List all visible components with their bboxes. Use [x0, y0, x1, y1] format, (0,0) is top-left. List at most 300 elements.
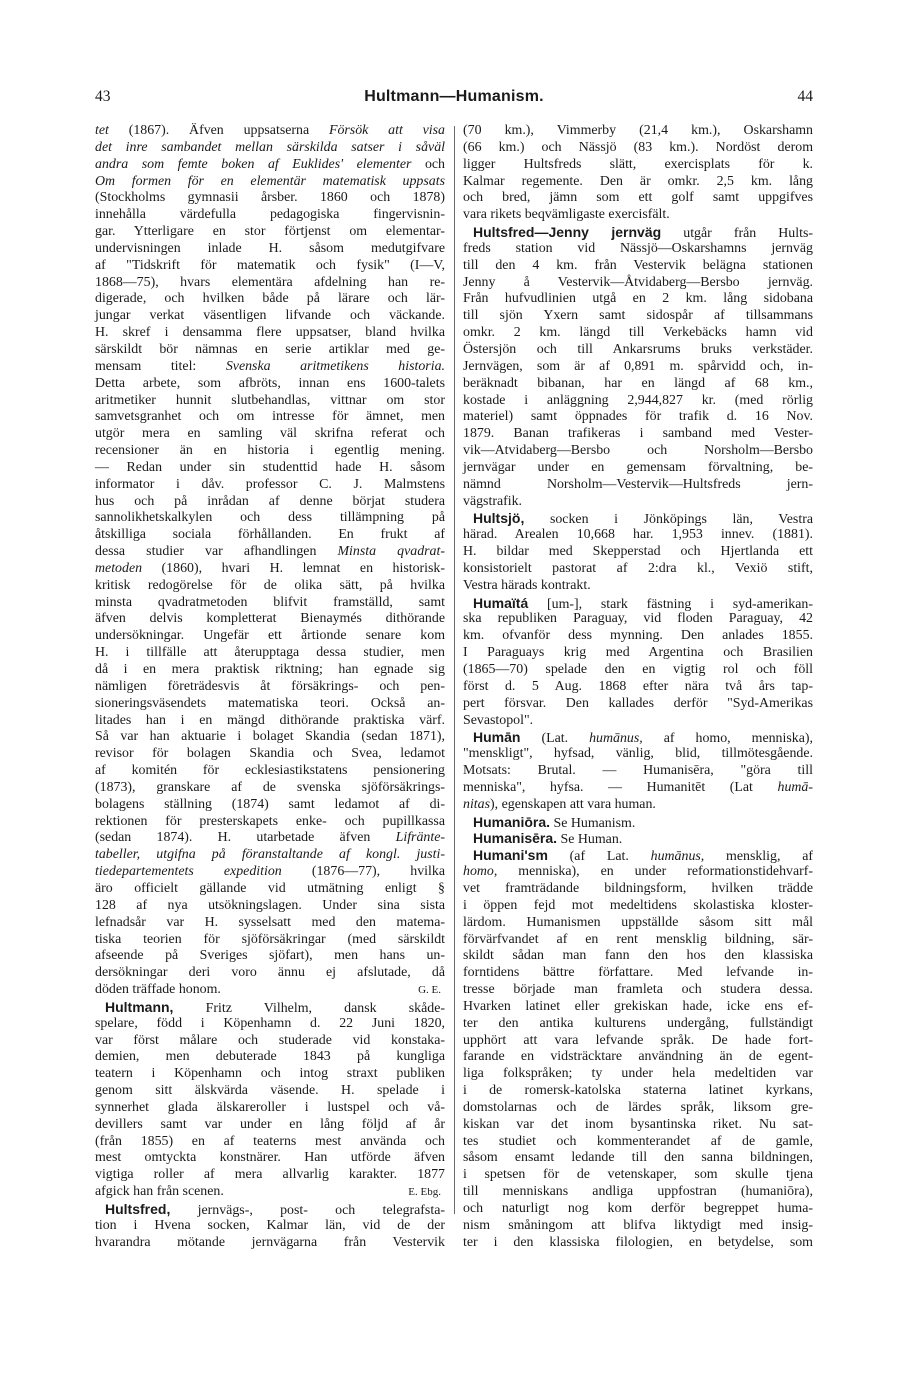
body-text: tiska teorien för sjöförsäkringar (med särskildt [95, 931, 445, 947]
body-text: liga folkspråken; ty under hela medeltiden var [463, 1066, 813, 1082]
italic-text: Om formen för en elementär matematisk uppsats [95, 173, 445, 189]
body-text: Hultsfreds slätt, exercisplats för k. [523, 156, 814, 172]
text-line [463, 494, 813, 511]
text-line [463, 308, 813, 325]
text-line [95, 207, 445, 224]
body-text: i spetsen för de vetenskaper, som skulle tjena [463, 1167, 813, 1183]
text-line [463, 561, 813, 578]
body-text: dessa studier var afhandlingen [95, 544, 338, 560]
body-text: utgår från Hults- [661, 226, 813, 242]
text-line [463, 999, 813, 1016]
text-line [95, 915, 445, 932]
entry-headword: Humanisēra. [473, 830, 558, 847]
text-line [463, 881, 813, 898]
page-number-right: 44 [797, 88, 813, 105]
entry-headword: Hultsfred—Jenny jernväg [473, 224, 662, 241]
italic-text: tiedepartementets expedition [95, 864, 282, 880]
text-line [463, 123, 813, 140]
body-text: Så var han aktuarie i bolaget Skandia (sedan 1871), [95, 729, 445, 745]
body-text: minsta qvadratmetoden blifvit framställd, samt [95, 594, 445, 610]
body-text: 1868—75), hvars elementära afdelning han re- [95, 274, 445, 290]
text-line [463, 393, 813, 410]
text-line [95, 291, 445, 308]
body-text: upphört att vara lefvande språk. De hade fort- [463, 1032, 813, 1048]
body-text: tresse började man framleta och studera dessa. [463, 982, 813, 998]
text-line [463, 948, 813, 965]
text-line [95, 1049, 445, 1066]
text-line [95, 477, 445, 494]
text-line [463, 359, 813, 376]
body-text: af komitén för ecklesiastikstatens pensionering [95, 763, 445, 779]
text-line [95, 460, 445, 477]
body-text: nism småningom att blifva liktydigt med insig- [463, 1217, 813, 1233]
body-text: (66 km.) och Nässjö (83 km.). Nordöst derom [463, 139, 813, 155]
body-text: (1876—77), hvilka [281, 864, 445, 880]
author-signature: G. E. [418, 984, 441, 997]
italic-text: humā- [777, 779, 813, 795]
text-line [463, 1066, 813, 1083]
body-text: Se Human. [557, 832, 623, 848]
text-line [95, 494, 445, 511]
body-text: ter den antika kulturens undergång, fullständigt [463, 1015, 813, 1031]
text-line [463, 1049, 813, 1066]
text-line [463, 325, 813, 342]
text-line [95, 123, 445, 140]
body-text: jernvägar under en gemensam förvaltning, be- [463, 459, 813, 475]
page-header [95, 88, 813, 110]
italic-text: humānus, [589, 731, 643, 747]
body-text: vara rikets beqvämligaste exercisfält. [463, 207, 670, 223]
text-line [463, 426, 813, 443]
body-text: Se Humanism. [550, 815, 636, 831]
text-line [95, 645, 445, 662]
text-line [463, 1033, 813, 1050]
body-text: ska republiken Paraguay, vid floden Paraguay, 42 [463, 611, 813, 627]
body-text: litades han i en mängd dithörande praktiska värf. [95, 712, 445, 728]
body-text: recensioner än en historia i egentlig mening. [95, 443, 445, 459]
body-text: af homo, menniska), [642, 731, 813, 747]
text-line [95, 561, 445, 578]
text-line [95, 982, 445, 999]
text-line [95, 611, 445, 628]
text-line [463, 1184, 813, 1201]
italic-text: Lifränte- [395, 830, 445, 846]
text-line [95, 325, 445, 342]
body-text: materiel) samt öppnades för trafik d. 16 Nov. [463, 409, 813, 425]
text-line [463, 780, 813, 797]
text-line [95, 1083, 445, 1100]
text-line [463, 477, 813, 494]
text-line [463, 679, 813, 696]
text-line [463, 1117, 813, 1134]
text-line [95, 797, 445, 814]
body-text: äro officielt gällande vid utmätning enligt § [95, 880, 445, 896]
text-line [463, 965, 813, 982]
text-line [463, 241, 813, 258]
text-line [463, 763, 813, 780]
body-text: ligger [463, 156, 524, 172]
entry-headword: Hultsjö, [473, 510, 525, 527]
body-text: då i en mera praktisk riktning; han egnade sig [95, 662, 445, 677]
text-line [95, 1100, 445, 1117]
text-line [95, 409, 445, 426]
text-line [95, 864, 445, 881]
body-text: rektionen för presterskapets enke- och pupillkassa [95, 813, 445, 829]
italic-text: Svenska aritmetikens historia. [225, 358, 445, 374]
body-text: såsom ensamt ledande till den sanna bildningen, [463, 1150, 813, 1166]
entry-headword: Humaniōra. [473, 813, 551, 830]
body-text: "menskligt", hyfsad, vänlig, blid, tillmötesgående. [463, 746, 813, 762]
text-line [95, 847, 445, 864]
text-line [463, 864, 813, 881]
body-text: km. ofvanför dess mynning. Den anlades 1855. [463, 628, 813, 644]
body-text: revisor för bolagen Skandia och Svea, ledamot [95, 746, 445, 762]
text-line [95, 881, 445, 898]
entry-headword: Humani'sm [473, 847, 548, 864]
text-line [463, 409, 813, 426]
body-text: — Redan under sin studenttid hade H. såsom [95, 459, 445, 475]
text-line [463, 645, 813, 662]
entry-headword: Humān [473, 729, 521, 746]
body-text: kritisk redogörelse för de olika sätt, på hvilka [95, 577, 445, 593]
text-line [95, 1167, 445, 1184]
body-text: (1873), granskare af de svenska sjöförsäkrings- [95, 779, 445, 795]
text-line [95, 1066, 445, 1083]
body-text: , menniska), en under reformationstidehvarf- [493, 864, 813, 880]
left-column [95, 123, 445, 1252]
text-line [95, 426, 445, 443]
body-text: af "Tidskrift för matematik och fysik" (I—V, [95, 257, 445, 273]
body-text: särskildt bör nämnas en serie artiklar med ge- [95, 341, 445, 357]
body-text: Sevastopol". [463, 712, 534, 728]
body-text: (sedan 1874). H. utarbetade äfven [95, 830, 396, 846]
text-line [95, 359, 445, 376]
body-text: informator i dåv. professor C. J. Malmstens [95, 476, 445, 492]
body-text: innehålla värdefulla pedagogiska fingervisnin- [95, 207, 445, 223]
body-text: var först målare och studerade vid konstaka- [95, 1032, 445, 1048]
body-text: 128 af nya utsökningslagen. Under sina sista [95, 897, 445, 913]
body-text: samvetsgranhet och om intresse för ämnet, men [95, 409, 445, 425]
body-text: digerade, och hvilken både på lärare och lär- [95, 291, 445, 307]
text-line [463, 342, 813, 359]
body-text: och [411, 156, 445, 172]
body-text: spelare, född i Köpenhamn d. 22 Juni 1820, [95, 1015, 445, 1031]
italic-text: humānus, [650, 849, 705, 865]
text-line [95, 342, 445, 359]
body-text: Fritz Vilhelm, dansk skåde- [173, 1000, 445, 1016]
body-text: aritmetiker hunnit slutbehandlas, vittnar om stor [95, 392, 445, 408]
body-text: till den 4 km. från Vestervik belägna stationen [463, 257, 813, 273]
text-line [95, 1184, 445, 1201]
body-text: jungar verkat väsentligen lifvande och väckande. [95, 308, 445, 324]
body-text: bolagens ställning (1874) samt ledamot af di- [95, 796, 445, 812]
body-text: (70 km.), Vimmerby (21,4 km.), Oskarshamn [463, 123, 813, 138]
text-line [463, 510, 813, 527]
text-line [463, 662, 813, 679]
italic-text: tet [95, 123, 109, 138]
page-number-left: 43 [95, 88, 111, 105]
text-line [95, 898, 445, 915]
body-text: afseende på Sveriges sjöfart), men hans un- [95, 948, 445, 964]
text-line [95, 140, 445, 157]
body-text: vik—Atvidaberg—Bersbo och Norsholm—Bersbo [463, 443, 813, 459]
text-line [463, 527, 813, 544]
body-text: och bred, jämn som ett golf samt uppgifves [463, 190, 813, 206]
body-text: beräknadt bibanan, har en längd af 68 km., [463, 375, 813, 391]
italic-text: det inre sambandet mellan särskilda satser i såväl [95, 139, 445, 155]
body-text: freds station vid Nässjö—Oskarshamns jernväg [463, 240, 813, 256]
body-text: Detta arbete, som afbröts, innan ens 1600-talets [95, 375, 445, 391]
text-line [95, 190, 445, 207]
body-text: vigtiga roller af mera allvarlig karakter. 1877 [95, 1167, 445, 1183]
text-line [95, 224, 445, 241]
body-text: utgör mera en samling väl skrifna referat och [95, 426, 445, 442]
text-line [95, 241, 445, 258]
body-text: (1865—70) spelade den en vigtig rol och föll [463, 662, 813, 677]
text-line [95, 1201, 445, 1218]
body-text: afgick han från scenen. [95, 1184, 224, 1200]
body-text: vet framträdande bildningsform, hvilken trädde [463, 880, 813, 896]
text-line [463, 157, 813, 174]
body-text: genom sitt älskvärda väsende. H. spelade i [95, 1083, 445, 1099]
text-line [463, 460, 813, 477]
text-line [95, 662, 445, 679]
body-text: synnerhet glada älskareroller i lustspel och vå- [95, 1099, 445, 1115]
text-line [95, 628, 445, 645]
text-line [95, 376, 445, 393]
text-line [463, 1134, 813, 1151]
body-text: lärdom. Humanismen uppställde såsom sitt mål [463, 914, 813, 930]
text-line [95, 595, 445, 612]
text-line [463, 847, 813, 864]
body-text: teatern i Köpenhamn och intog straxt publiken [95, 1066, 445, 1082]
text-line [463, 1167, 813, 1184]
body-text: socken i Jönköpings län, Vestra [524, 512, 813, 528]
body-text: (1867). Äfven uppsatserna [108, 123, 329, 138]
text-line [463, 1218, 813, 1235]
text-line [95, 258, 445, 275]
text-line [95, 830, 445, 847]
body-text: H. bildar med Skepperstad och Hjertlanda ett [463, 544, 813, 560]
body-text: åtskilliga sociala förhållanden. En frukt af [95, 527, 445, 543]
body-text: sannolikhetskalkylen och dess tillämpning på [95, 510, 445, 526]
text-line [95, 1016, 445, 1033]
italic-text: andra som femte boken af Euklides' elementer [95, 156, 412, 172]
body-text: äfven delvis kompletterat Bienaymés dithörande [95, 611, 445, 627]
body-text: Jenny å Vestervik—Åtvidaberg—Bersbo jernväg. [463, 274, 813, 290]
text-line [95, 679, 445, 696]
text-line [463, 207, 813, 224]
body-text: (af Lat. [547, 849, 651, 865]
body-text: forntidens bättre författare. Med lefvande in- [463, 965, 813, 981]
column-divider [454, 126, 455, 1214]
body-text: tes studiet och kommenterandet af de gamle, [463, 1133, 813, 1149]
text-line [95, 443, 445, 460]
body-text: menniska", hyfsa. — Humanitēt (Lat [463, 779, 778, 795]
body-text: H. i tillfälle att återupptaga dessa studier, men [95, 645, 445, 661]
body-text: till menniskans andliga uppfostran (humaniōra), [463, 1184, 813, 1200]
text-line [463, 982, 813, 999]
entry-headword: Hultmann, [105, 998, 174, 1015]
text-line [95, 1117, 445, 1134]
body-text: jernvägs-, post- och telegrafsta- [170, 1203, 445, 1218]
body-text: (1860), hvari H. lemnat en historisk- [142, 560, 445, 576]
text-line [463, 578, 813, 595]
text-line [463, 291, 813, 308]
body-text: i de romersk-katolska staterna latinet kyrkans, [463, 1083, 813, 1099]
body-text: Vestra härads kontrakt. [463, 577, 591, 593]
body-text: skildt sådan man fann den hos den klassiska [463, 948, 813, 964]
body-text: dersökningar deri voro ännu ej afslutade, då [95, 965, 445, 981]
text-line [95, 1033, 445, 1050]
body-text: devillers samt var under en lång följd af år [95, 1116, 445, 1132]
right-column [463, 123, 813, 1252]
text-line [463, 258, 813, 275]
body-text: Kalmar regemente. Den är omkr. 2,5 km. lång [463, 173, 813, 189]
text-line [463, 544, 813, 561]
text-line [463, 932, 813, 949]
entry-headword: Hultsfred, [105, 1201, 171, 1217]
text-line [463, 814, 813, 831]
body-text: till sjön Yxern samt sidospår af tillsammans [463, 308, 813, 324]
body-text: farande en vidsträcktare användning än de egent- [463, 1049, 813, 1065]
body-text: mest omtyckta konstnärer. Han utförde äfven [95, 1150, 445, 1166]
text-line [463, 797, 813, 814]
text-line [463, 443, 813, 460]
text-line [463, 1100, 813, 1117]
body-text: i öppen fejd mot medeltidens skolastiska kloster- [463, 897, 813, 913]
body-text: nämnd Norsholm—Vestervik—Hultsfreds jern- [463, 476, 813, 492]
text-line [463, 830, 813, 847]
body-text: Motsats: Brutal. — Humanisēra, "göra till [463, 763, 813, 779]
text-line [463, 275, 813, 292]
text-line [95, 308, 445, 325]
text-line [463, 915, 813, 932]
body-text: domstolarnas och de lärdes språk, liksom gre- [463, 1099, 813, 1115]
body-text: Från hufvudlinien utgå en 2 km. lång sidobana [463, 291, 813, 307]
body-text: H. skref i densamma flere uppsatser, bland hvilka [95, 325, 445, 341]
text-line [463, 628, 813, 645]
body-text: kiskan var det inom bysantinska riket. Nu sat- [463, 1116, 813, 1132]
body-text: sioneringsväsendets matematiska teori. Också an- [95, 695, 445, 711]
text-line [463, 713, 813, 730]
body-text: [um-], stark fästning i syd-amerikan- [528, 596, 813, 612]
body-text: härad. Arealen 10,668 har. 1,953 innev. (1881). [463, 527, 813, 543]
body-text: Hvarken latinet eller grekiskan hade, icke ens ef- [463, 998, 813, 1014]
body-text: (Lat. [520, 731, 590, 747]
text-line [463, 1083, 813, 1100]
italic-text: tabeller, utgifna på föranstaltande af kongl. justi- [95, 847, 445, 863]
italic-text: homo [463, 864, 494, 880]
body-text: döden träffade honom. [95, 982, 221, 998]
body-text: (Stockholms gymnasii årsber. 1860 och 1878) [95, 190, 445, 206]
body-text: konsistorielt pastorat af 2:dra kl., Vexiö stift, [463, 560, 813, 576]
text-line [463, 696, 813, 713]
running-title: Hultmann—Humanism. [364, 88, 544, 105]
body-text: undersökningar. Ungefär ett årtionde senare kom [95, 628, 445, 644]
text-line [95, 527, 445, 544]
body-text: 1879. Banan trafikeras i samband med Vester- [463, 426, 813, 442]
text-line [95, 780, 445, 797]
text-line [95, 157, 445, 174]
text-line [463, 729, 813, 746]
text-line [95, 1235, 445, 1252]
body-text: vägstrafik. [463, 493, 523, 509]
entry-headword: Humaïtá [473, 594, 529, 611]
text-line [95, 393, 445, 410]
body-text: tion i Hvena socken, Kalmar län, vid de der [95, 1217, 445, 1233]
body-text: omkr. 2 km. längd till Verkebäcks hamn vid [463, 325, 813, 341]
text-line [95, 932, 445, 949]
text-line [463, 190, 813, 207]
body-text: undervisningen inlade H. såsom medutgifvare [95, 240, 445, 256]
body-text: I Paraguays krig med Argentina och Brasilien [463, 645, 813, 661]
body-text: hus och på inrådan af denne börjat studera [95, 493, 445, 509]
text-line [95, 275, 445, 292]
italic-text: nitas [463, 796, 491, 812]
body-text: kostade i anläggning 2,944,827 kr. (med rörlig [463, 392, 813, 408]
body-text: mensklig, af [704, 849, 813, 865]
text-line [95, 746, 445, 763]
text-line [95, 948, 445, 965]
body-text: först d. 5 Aug. 1868 efter nära två års tap- [463, 678, 813, 694]
body-text: Jernvägen, som är af 0,891 m. spårvidd och, in- [463, 358, 813, 374]
body-text: lefnadsår var H. sysselsatt med den matema- [95, 914, 445, 930]
text-line [95, 544, 445, 561]
text-line [463, 224, 813, 241]
author-signature: E. Ebg. [408, 1186, 441, 1199]
text-line [463, 595, 813, 612]
text-line [463, 898, 813, 915]
text-line [95, 1150, 445, 1167]
body-text: (från 1855) en af teaterns mest använda och [95, 1133, 445, 1149]
body-text: ), egenskapen att vara human. [490, 796, 656, 812]
italic-text: metoden [95, 560, 143, 576]
italic-text: Minsta qvadrat- [337, 544, 445, 560]
text-line [95, 578, 445, 595]
text-line [95, 713, 445, 730]
body-text: förvärfvandet af en rent mensklig bildning, sär- [463, 931, 813, 947]
text-line [463, 376, 813, 393]
body-text: ter i den klassiska filologien, en betydelse, som [463, 1234, 813, 1250]
italic-text: Försök att visa [328, 123, 445, 138]
text-line [463, 1201, 813, 1218]
body-text: nämligen företrädesvis åt försäkrings- och pen- [95, 678, 445, 694]
text-line [95, 174, 445, 191]
text-line [95, 1218, 445, 1235]
text-line [95, 1134, 445, 1151]
body-text: hvarandra mötande jernvägarna från Vestervik [95, 1234, 445, 1250]
text-line [95, 510, 445, 527]
text-line [463, 174, 813, 191]
text-line [95, 696, 445, 713]
text-line [463, 1235, 813, 1252]
text-line [95, 729, 445, 746]
body-text: pert försvar. Den kallades derför "Syd-Amerikas [463, 695, 813, 711]
body-text: demien, men debuterade 1843 på kungliga [95, 1049, 445, 1065]
text-line [463, 611, 813, 628]
text-line [95, 965, 445, 982]
body-text: gar. Ytterligare en stor förtjenst om elementar- [95, 224, 445, 240]
text-line [463, 1150, 813, 1167]
text-line [95, 763, 445, 780]
text-line [95, 999, 445, 1016]
text-line [463, 746, 813, 763]
text-line [463, 1016, 813, 1033]
body-text: mensam titel: [95, 358, 226, 374]
text-line [463, 140, 813, 157]
text-line [95, 814, 445, 831]
